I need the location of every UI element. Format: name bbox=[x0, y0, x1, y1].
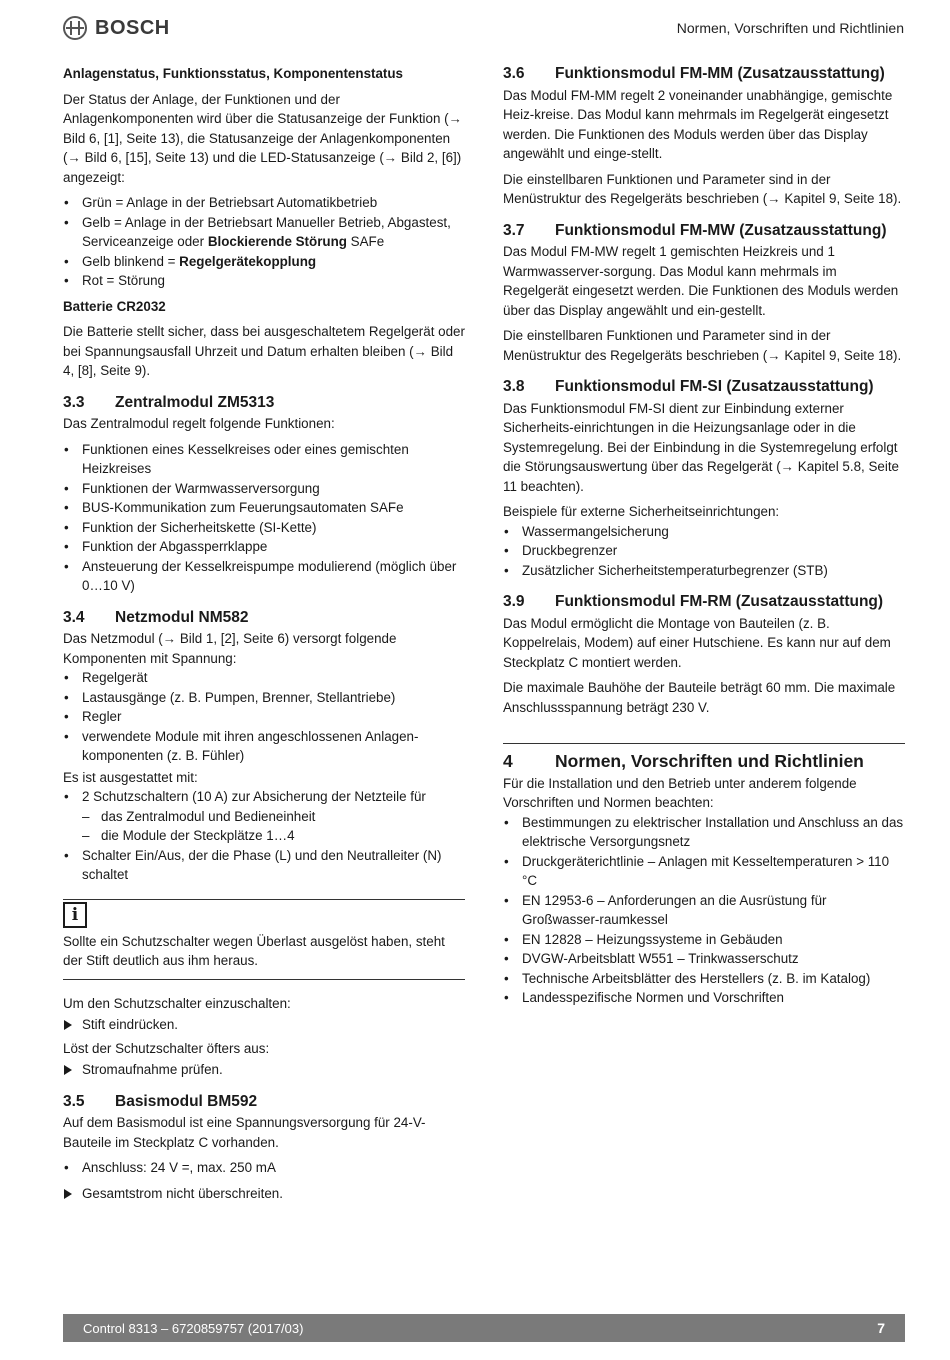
list-item: • Ansteuerung der Kesselkreispumpe modulierend (möglich über 0…10 V) bbox=[63, 557, 465, 596]
section-text: Das Modul ermöglicht die Montage von Bauteilen (z. B. Koppelrelais, Modem) auf einer Hutschiene. Es kann nur auf dem Steckplatz C montiert werden. bbox=[503, 615, 891, 670]
section-text: Das Funktionsmodul FM-SI dient zur Einbindung externer Sicherheits-einrichtungen in die Heizungsanlage oder in die Systemregelung. Bei der Einbindung in die Systemregelung erfolgt die Störungsauswertung über das Regelgerät (→ Kapitel 5.8, Seite 11 beachten). bbox=[503, 400, 900, 494]
list-item: • Rot = Störung bbox=[63, 271, 465, 291]
info-note bbox=[63, 899, 465, 980]
status-text: Der Status der Anlage, der Funktionen und der Anlagenkomponenten wird über die Statusanzeige der Funktion (→ Bild 6, [1], Seite 13), die Statusanzeige der Anlagenkomponenten (→ Bild 6, [15], Seite 13) und die LED-Statusanzeige (→ Bild 2, [6]) angezeigt: bbox=[63, 91, 462, 185]
left-column bbox=[63, 64, 465, 1207]
battery-heading: Batterie CR2032 bbox=[63, 298, 166, 314]
status-heading: Anlagenstatus, Funktionsstatus, Komponentenstatus bbox=[63, 66, 404, 81]
section-intro: Das Netzmodul (→ Bild 1, [2], Seite 6) versorgt folgende Komponenten mit Spannung: bbox=[63, 631, 397, 666]
section-divider bbox=[503, 743, 905, 744]
bosch-logo bbox=[63, 16, 170, 40]
bosch-armature-icon bbox=[63, 16, 87, 40]
list-item: • BUS-Kommunikation zum Feuerungsautomaten SAFe bbox=[63, 498, 465, 518]
list-item: • Funktion der Abgassperrklappe bbox=[63, 537, 465, 557]
section-text: Beispiele für externe Sicherheitseinrichtungen: bbox=[503, 504, 780, 519]
nm-equipment-list bbox=[63, 787, 465, 885]
switch-on-text: Um den Schutzschalter einzuschalten: bbox=[63, 995, 291, 1011]
right-column bbox=[503, 64, 905, 1014]
page-number: 7 bbox=[877, 1320, 885, 1336]
list-item: • Druckgeräterichtlinie – Anlagen mit Kesseltemperaturen > 110 °C bbox=[503, 852, 905, 891]
list-item: • Schalter Ein/Aus, der die Phase (L) und den Neutralleiter (N) schaltet bbox=[63, 846, 465, 885]
list-item: • Wassermangelsicherung bbox=[503, 522, 905, 542]
sub-list-item: – das Zentralmodul und Bedieneinheit bbox=[63, 807, 465, 827]
list-item: • 2 Schutzschaltern (10 A) zur Absicherung der Netzteile für – das Zentralmodul und Bedieneinheit – die Module der Steckplätze 1…4 bbox=[63, 787, 465, 846]
info-icon: i bbox=[63, 902, 87, 928]
section-heading-3-4: 3.4 Netzmodul NM582 bbox=[63, 608, 249, 626]
section-heading-3-5: 3.5 Basismodul BM592 bbox=[63, 1092, 258, 1110]
list-item: • Lastausgänge (z. B. Pumpen, Brenner, Stellantriebe) bbox=[63, 688, 465, 708]
section-heading-3-6: 3.6 Funktionsmodul FM-MM (Zusatzausstattung) bbox=[503, 65, 885, 82]
list-item: • Regelgerät bbox=[63, 668, 465, 688]
list-item: • Grün = Anlage in der Betriebsart Automatikbetrieb bbox=[63, 193, 465, 213]
section-heading-3-7: 3.7 Funktionsmodul FM-MW (Zusatzausstattung) bbox=[503, 221, 887, 239]
section-heading-3-9: 3.9 Funktionsmodul FM-RM (Zusatzausstattung) bbox=[503, 593, 884, 610]
section-heading-3-3: 3.3 Zentralmodul ZM5313 bbox=[63, 393, 275, 411]
running-title: Normen, Vorschriften und Richtlinien bbox=[676, 20, 904, 36]
list-item: • EN 12828 – Heizungssysteme in Gebäuden bbox=[503, 930, 905, 950]
instruction-step: Stift eindrücken. bbox=[63, 1015, 465, 1035]
list-item: • Regler bbox=[63, 707, 465, 727]
nm-component-list bbox=[63, 668, 465, 766]
status-list bbox=[63, 193, 465, 291]
section-intro: Das Zentralmodul regelt folgende Funktionen: bbox=[63, 416, 335, 431]
section-text: Auf dem Basismodul ist eine Spannungsversorgung für 24-V-Bauteile im Steckplatz C vorhanden. bbox=[63, 1115, 426, 1150]
safety-device-list bbox=[503, 522, 905, 581]
list-item: • EN 12953-6 – Anforderungen an die Ausrüstung für Großwasser-raumkessel bbox=[503, 891, 905, 930]
section-heading-3-8: 3.8 Funktionsmodul FM-SI (Zusatzausstattung) bbox=[503, 378, 874, 395]
section-text: Die einstellbaren Funktionen und Parameter sind in der Menüstruktur des Regelgeräts beschrieben (→ Kapitel 9, Seite 18). bbox=[503, 328, 902, 363]
battery-text: Die Batterie stellt sicher, dass bei ausgeschaltetem Regelgerät oder bei Spannungsausfall Uhrzeit und Datum erhalten bleiben (→ Bild 4, [8], Seite 9). bbox=[63, 324, 465, 378]
chapter-heading-4: 4 Normen, Vorschriften und Richtlinien bbox=[503, 751, 864, 771]
standards-list bbox=[503, 813, 905, 1008]
section-text: Die einstellbaren Funktionen und Parameter sind in der Menüstruktur des Regelgeräts beschrieben (→ Kapitel 9, Seite 18). bbox=[503, 171, 902, 206]
sub-list-item: – die Module der Steckplätze 1…4 bbox=[63, 826, 465, 846]
equipped-text: Es ist ausgestattet mit: bbox=[63, 769, 198, 785]
document-reference: Control 8313 – 6720859757 (2017/03) bbox=[83, 1321, 304, 1336]
page-footer bbox=[63, 1314, 905, 1342]
chapter-intro: Für die Installation und den Betrieb unter anderem folgende Vorschriften und Normen beachten: bbox=[503, 775, 857, 810]
list-item: • Bestimmungen zu elektrischer Installation und Anschluss an das elektrische Versorgungsnetz bbox=[503, 813, 905, 852]
list-item: • Technische Arbeitsblätter des Herstellers (z. B. im Katalog) bbox=[503, 969, 905, 989]
list-item: • Funktionen der Warmwasserversorgung bbox=[63, 479, 465, 499]
list-item: • Druckbegrenzer bbox=[503, 541, 905, 561]
brand-name: BOSCH bbox=[95, 16, 170, 39]
list-item: • Funktionen eines Kesselkreises oder eines gemischten Heizkreises bbox=[63, 440, 465, 479]
list-item: • Gelb = Anlage in der Betriebsart Manueller Betrieb, Abgastest, Serviceanzeige oder Blockierende Störung SAFe bbox=[63, 213, 465, 252]
section-text: Die maximale Bauhöhe der Bauteile beträgt 60 mm. Die maximale Anschlussspannung beträgt 230 V. bbox=[503, 680, 896, 715]
bm-list bbox=[63, 1158, 465, 1178]
list-item: • Funktion der Sicherheitskette (SI-Kette) bbox=[63, 518, 465, 538]
instruction-step: Gesamtstrom nicht überschreiten. bbox=[63, 1184, 465, 1204]
instruction-step: Stromaufnahme prüfen. bbox=[63, 1060, 465, 1080]
zm-function-list bbox=[63, 440, 465, 596]
list-item: • Gelb blinkend = Regelgerätekopplung bbox=[63, 252, 465, 272]
section-text: Das Modul FM-MW regelt 1 gemischten Heizkreis und 1 Warmwasserver-sorgung. Das Modul kann mehrmals im Regelgerät eingesetzt werden. Die Funktionen des Moduls werden über das Display angewählt und ein-gestellt. bbox=[503, 244, 899, 318]
section-text: Das Modul FM-MM regelt 2 voneinander unabhängige, gemischte Heiz-kreise. Das Modul kann mehrmals im Regelgerät eingesetzt werden. Die Funktionen des Moduls werden über das Display angewählt und einge-stellt. bbox=[503, 87, 893, 161]
breaker-sub-list bbox=[82, 807, 465, 846]
list-item: • Zusätzlicher Sicherheitstemperaturbegrenzer (STB) bbox=[503, 561, 905, 581]
trips-text: Löst der Schutzschalter öfters aus: bbox=[63, 1040, 270, 1056]
list-item: • Landesspezifische Normen und Vorschriften bbox=[503, 988, 905, 1008]
info-note-text: Sollte ein Schutzschalter wegen Überlast ausgelöst haben, steht der Stift deutlich aus ihm heraus. bbox=[63, 933, 445, 968]
list-item: • Anschluss: 24 V =, max. 250 mA bbox=[63, 1158, 465, 1178]
list-item: • DVGW-Arbeitsblatt W551 – Trinkwasserschutz bbox=[503, 949, 905, 969]
list-item: • verwendete Module mit ihren angeschlossenen Anlagen-komponenten (z. B. Fühler) bbox=[63, 727, 465, 766]
